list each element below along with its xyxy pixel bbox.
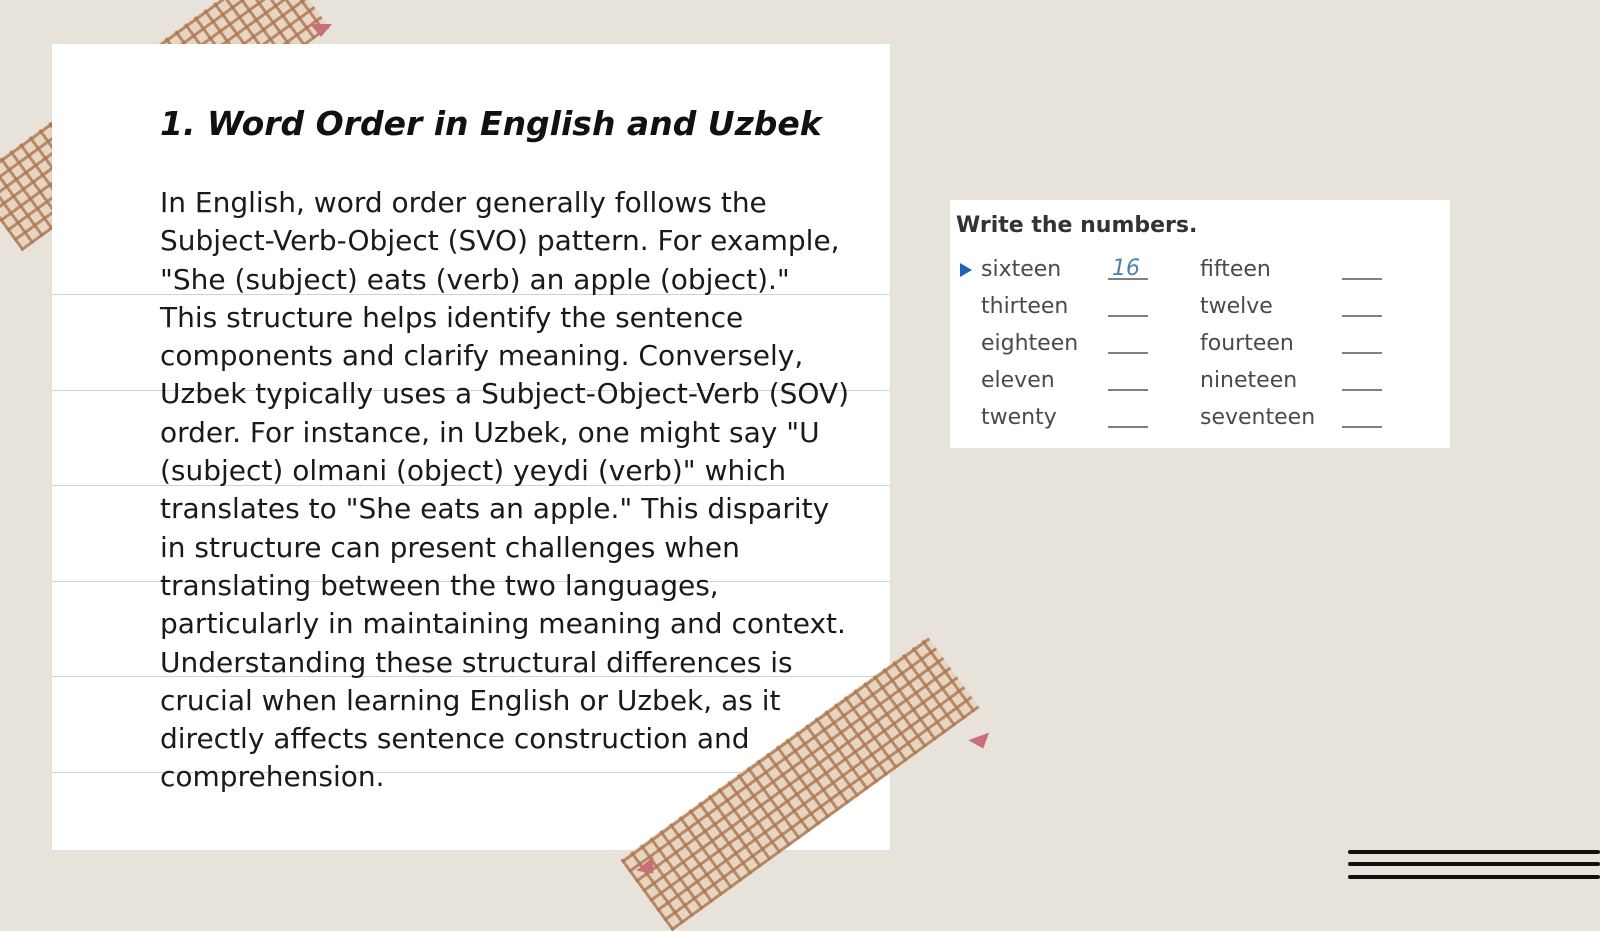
exercise-word: eighteen <box>981 331 1079 356</box>
answer-blank[interactable] <box>1108 352 1148 354</box>
answer-blank[interactable] <box>1108 389 1148 391</box>
answer-blank[interactable] <box>1342 389 1382 391</box>
answer-blank[interactable] <box>1108 426 1148 428</box>
answer-blank[interactable] <box>1342 278 1382 280</box>
brush-stroke <box>1348 850 1600 854</box>
brush-stroke <box>1348 862 1600 866</box>
exercise-word: seventeen <box>1200 405 1316 430</box>
answer-blank[interactable] <box>1342 426 1382 428</box>
exercise-word: nineteen <box>1200 368 1298 393</box>
exercise-word: thirteen <box>981 294 1069 319</box>
brush-strokes <box>1348 848 1600 888</box>
exercise-word: twenty <box>981 405 1057 430</box>
answer-blank[interactable] <box>1108 315 1148 317</box>
slide-heading: 1. Word Order in English and Uzbek <box>160 104 822 143</box>
play-icon <box>960 263 972 277</box>
answer-blank[interactable] <box>1342 315 1382 317</box>
numbers-exercise <box>950 200 1450 448</box>
pin-top <box>310 24 332 37</box>
exercise-word: twelve <box>1200 294 1273 319</box>
brush-stroke <box>1348 875 1600 879</box>
exercise-title: Write the numbers. <box>956 213 1198 238</box>
answer-blank[interactable] <box>1342 352 1382 354</box>
exercise-row <box>950 403 1450 433</box>
exercise-word: fourteen <box>1200 331 1294 356</box>
exercise-row <box>950 292 1450 322</box>
exercise-word: sixteen <box>981 257 1062 282</box>
exercise-row <box>950 329 1450 359</box>
answer-text: 16 <box>1112 256 1140 281</box>
exercise-word: eleven <box>981 368 1055 393</box>
note-paper <box>52 44 890 850</box>
pin-right <box>968 733 993 753</box>
exercise-row <box>950 366 1450 396</box>
exercise-word: fifteen <box>1200 257 1271 282</box>
exercise-row <box>950 255 1450 285</box>
slide-body-text: In English, word order generally follows the Subject-Verb-Object (SVO) pattern. For example, "She (subject) eats (verb) an apple (object)." This structure helps identify the sentence components and clarify meaning. Conversely, Uzbek typically uses a Subject-Object-Verb (SOV) order. For instance, in Uzbek, one might say "U (subject) olmani (object) yeydi (verb)" which translates to "She eats an apple." This disparity in structure can present challenges when translating between the two languages, particularly in maintaining meaning and context. Understanding these structural differences is crucial when learning English or Uzbek, as it directly affects sentence construction and comprehension. <box>160 186 850 794</box>
